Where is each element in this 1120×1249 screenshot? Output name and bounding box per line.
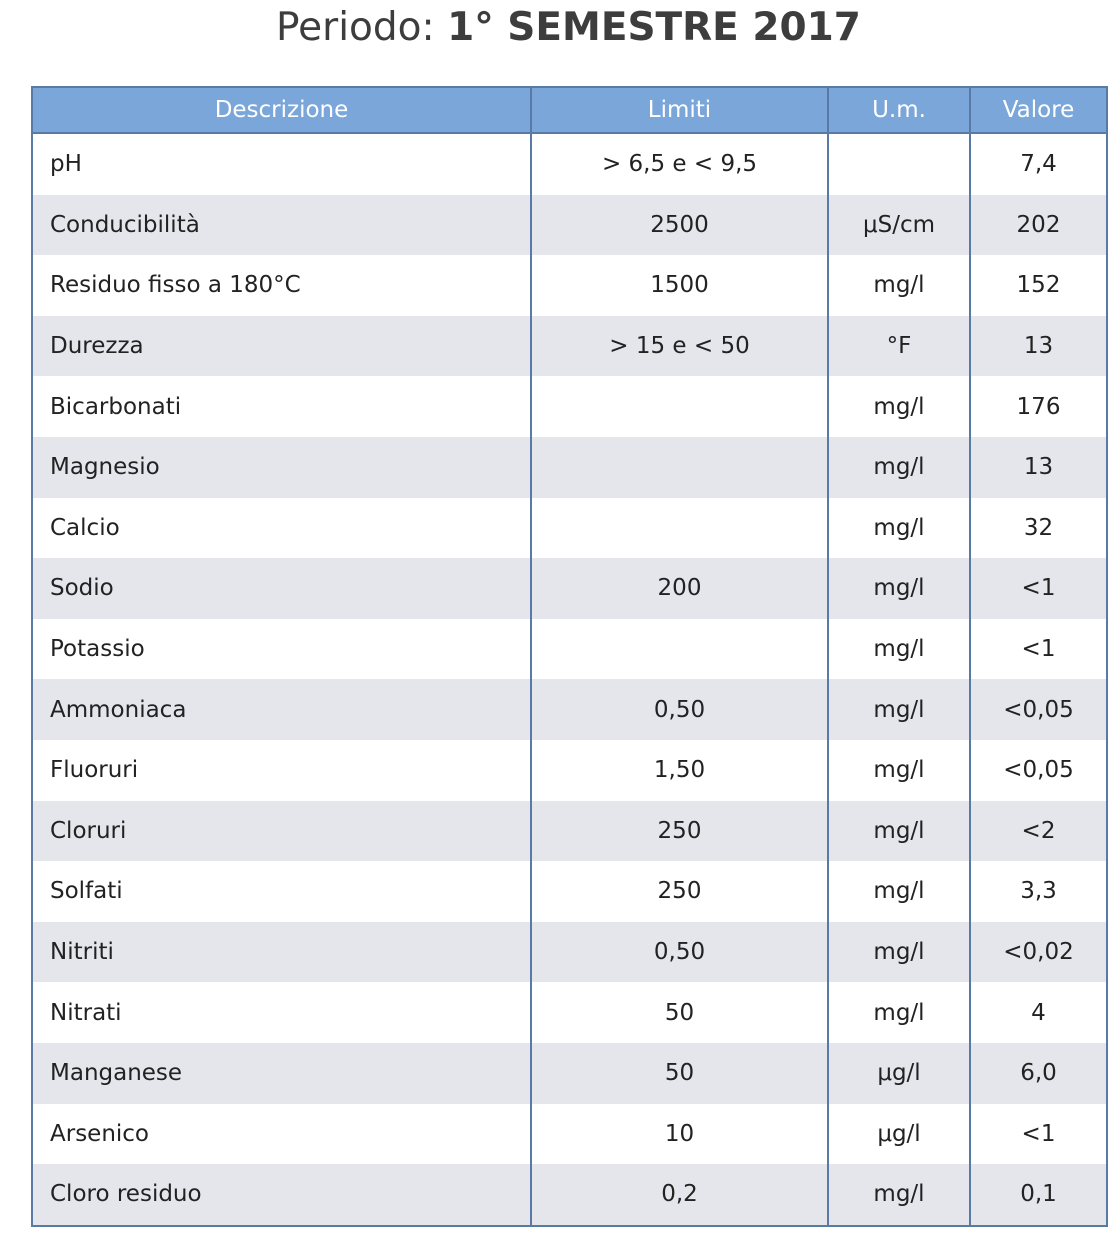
cell-um: μg/l bbox=[828, 1104, 970, 1165]
cell-descrizione: Solfati bbox=[32, 861, 531, 922]
cell-valore: 0,1 bbox=[970, 1164, 1107, 1226]
column-header-descrizione: Descrizione bbox=[32, 87, 531, 133]
cell-valore: <0,05 bbox=[970, 740, 1107, 801]
cell-limiti: > 15 e < 50 bbox=[531, 316, 828, 377]
cell-valore: 202 bbox=[970, 195, 1107, 256]
cell-um: mg/l bbox=[828, 498, 970, 559]
cell-limiti: 1,50 bbox=[531, 740, 828, 801]
cell-um: mg/l bbox=[828, 922, 970, 983]
table-row bbox=[32, 619, 1107, 680]
table-row bbox=[32, 133, 1107, 195]
cell-valore: 13 bbox=[970, 437, 1107, 498]
table-row bbox=[32, 437, 1107, 498]
cell-descrizione: Sodio bbox=[32, 558, 531, 619]
table-row bbox=[32, 195, 1107, 256]
table-row bbox=[32, 1164, 1107, 1226]
cell-limiti: 200 bbox=[531, 558, 828, 619]
cell-limiti bbox=[531, 498, 828, 559]
cell-um: mg/l bbox=[828, 982, 970, 1043]
cell-valore: 3,3 bbox=[970, 861, 1107, 922]
cell-descrizione: Manganese bbox=[32, 1043, 531, 1104]
cell-limiti: 250 bbox=[531, 861, 828, 922]
column-header-valore: Valore bbox=[970, 87, 1107, 133]
cell-limiti: 50 bbox=[531, 1043, 828, 1104]
table-row bbox=[32, 376, 1107, 437]
cell-descrizione: Residuo fisso a 180°C bbox=[32, 255, 531, 316]
table-row bbox=[32, 1043, 1107, 1104]
cell-valore: 152 bbox=[970, 255, 1107, 316]
table-row bbox=[32, 1104, 1107, 1165]
cell-valore: <1 bbox=[970, 1104, 1107, 1165]
cell-um: mg/l bbox=[828, 558, 970, 619]
cell-um: mg/l bbox=[828, 740, 970, 801]
page-title bbox=[0, 2, 1120, 54]
cell-limiti: 1500 bbox=[531, 255, 828, 316]
table-row bbox=[32, 740, 1107, 801]
cell-valore: 6,0 bbox=[970, 1043, 1107, 1104]
cell-limiti: 2500 bbox=[531, 195, 828, 256]
cell-um: mg/l bbox=[828, 255, 970, 316]
column-header-um: U.m. bbox=[828, 87, 970, 133]
cell-limiti: 50 bbox=[531, 982, 828, 1043]
table-header-row bbox=[32, 87, 1107, 133]
cell-valore: 7,4 bbox=[970, 133, 1107, 195]
water-analysis-table bbox=[31, 86, 1108, 1227]
cell-descrizione: Ammoniaca bbox=[32, 679, 531, 740]
cell-um: μg/l bbox=[828, 1043, 970, 1104]
title-label: Periodo: bbox=[276, 5, 448, 50]
table-header bbox=[32, 87, 1107, 133]
cell-limiti bbox=[531, 437, 828, 498]
cell-valore: 13 bbox=[970, 316, 1107, 377]
column-header-limiti: Limiti bbox=[531, 87, 828, 133]
table-row bbox=[32, 498, 1107, 559]
cell-limiti: 0,50 bbox=[531, 922, 828, 983]
cell-limiti: 0,50 bbox=[531, 679, 828, 740]
title-period-value: 1° SEMESTRE 2017 bbox=[447, 5, 861, 50]
table-row bbox=[32, 255, 1107, 316]
table-row bbox=[32, 801, 1107, 862]
cell-valore: <0,02 bbox=[970, 922, 1107, 983]
table-body bbox=[32, 133, 1107, 1226]
cell-descrizione: Durezza bbox=[32, 316, 531, 377]
cell-valore: 4 bbox=[970, 982, 1107, 1043]
cell-limiti: 250 bbox=[531, 801, 828, 862]
cell-valore: 32 bbox=[970, 498, 1107, 559]
cell-limiti bbox=[531, 619, 828, 680]
cell-descrizione: Arsenico bbox=[32, 1104, 531, 1165]
cell-um: μS/cm bbox=[828, 195, 970, 256]
cell-descrizione: Nitriti bbox=[32, 922, 531, 983]
cell-valore: <2 bbox=[970, 801, 1107, 862]
cell-descrizione: Bicarbonati bbox=[32, 376, 531, 437]
cell-valore: <1 bbox=[970, 619, 1107, 680]
cell-limiti: > 6,5 e < 9,5 bbox=[531, 133, 828, 195]
cell-descrizione: Potassio bbox=[32, 619, 531, 680]
cell-valore: <0,05 bbox=[970, 679, 1107, 740]
cell-descrizione: Cloro residuo bbox=[32, 1164, 531, 1226]
cell-um: °F bbox=[828, 316, 970, 377]
cell-valore: 176 bbox=[970, 376, 1107, 437]
cell-um: mg/l bbox=[828, 801, 970, 862]
cell-um: mg/l bbox=[828, 619, 970, 680]
table-row bbox=[32, 316, 1107, 377]
cell-valore: <1 bbox=[970, 558, 1107, 619]
cell-limiti bbox=[531, 376, 828, 437]
cell-um: mg/l bbox=[828, 437, 970, 498]
cell-descrizione: Nitrati bbox=[32, 982, 531, 1043]
cell-descrizione: Magnesio bbox=[32, 437, 531, 498]
cell-descrizione: Fluoruri bbox=[32, 740, 531, 801]
cell-um: mg/l bbox=[828, 861, 970, 922]
cell-descrizione: Calcio bbox=[32, 498, 531, 559]
cell-descrizione: Cloruri bbox=[32, 801, 531, 862]
cell-descrizione: pH bbox=[32, 133, 531, 195]
cell-um: mg/l bbox=[828, 1164, 970, 1226]
cell-um: mg/l bbox=[828, 376, 970, 437]
cell-limiti: 0,2 bbox=[531, 1164, 828, 1226]
table-row bbox=[32, 679, 1107, 740]
table-row bbox=[32, 558, 1107, 619]
table-row bbox=[32, 861, 1107, 922]
cell-descrizione: Conducibilità bbox=[32, 195, 531, 256]
cell-um: mg/l bbox=[828, 679, 970, 740]
table-row bbox=[32, 922, 1107, 983]
cell-limiti: 10 bbox=[531, 1104, 828, 1165]
table-row bbox=[32, 982, 1107, 1043]
cell-um bbox=[828, 133, 970, 195]
